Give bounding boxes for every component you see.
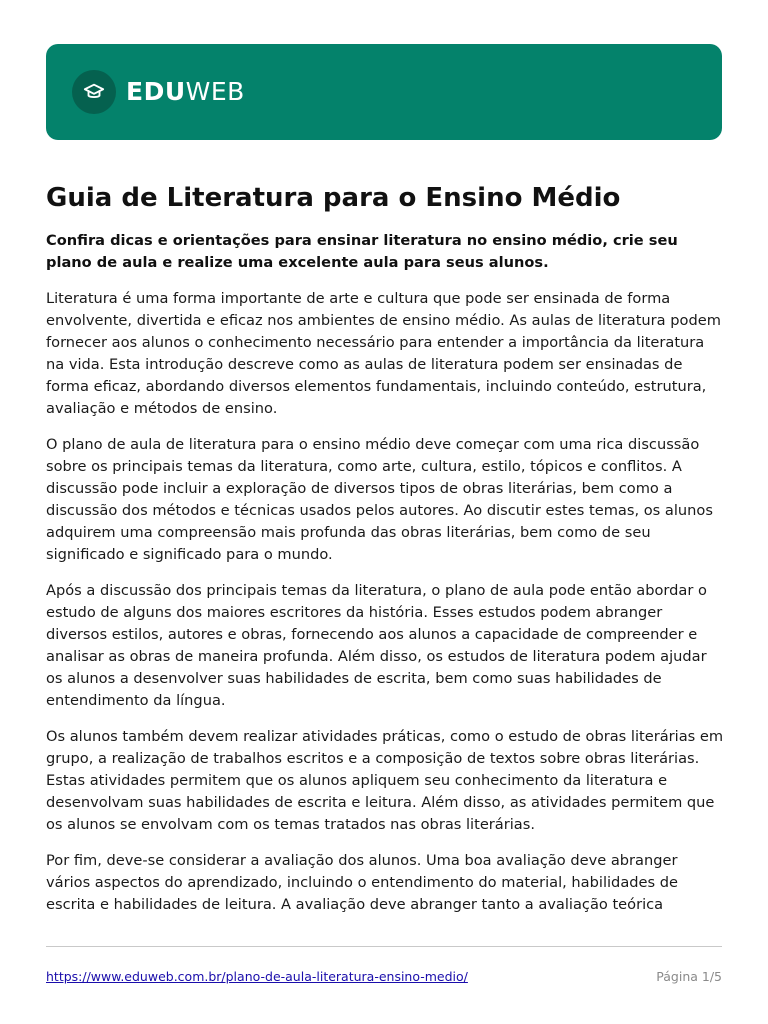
brand-name-bold: EDU <box>126 77 186 106</box>
brand-name-light: WEB <box>185 77 245 106</box>
brand-name <box>126 70 245 114</box>
paragraph-4: Os alunos também devem realizar atividades práticas, como o estudo de obras literárias em grupo, a realização de trabalhos escritos e a composição de textos sobre obras literárias. Estas atividades permitem que os alunos apliquem seu conhecimento da literatura e desenvolvam suas habilidades de escrita e leitura. Além disso, as atividades permitem que os alunos se envolvam com os temas tratados nas obras literárias. <box>46 728 724 833</box>
page-title: Guia de Literatura para o Ensino Médio <box>46 183 621 213</box>
eduweb-logo[interactable] <box>72 70 245 114</box>
paragraph-5: Por fim, deve-se considerar a avaliação dos alunos. Uma boa avaliação deve abranger vários aspectos do aprendizado, incluindo o entendimento do material, habilidades de escrita e habilidades de leitura. A avaliação deve abranger tanto a avaliação teórica <box>46 852 678 913</box>
article-subtitle: Confira dicas e orientações para ensinar literatura no ensino médio, crie seu plano de aula e realize uma excelente aula para seus alunos. <box>46 232 678 271</box>
page-number: Página 1/5 <box>656 969 722 984</box>
paragraph-3: Após a discussão dos principais temas da literatura, o plano de aula pode então abordar o estudo de alguns dos maiores escritores da história. Esses estudos podem abranger diversos estilos, autores e obras, fornecendo aos alunos a capacidade de compreender e analisar as obras de maneira profunda. Além disso, os estudos de literatura podem ajudar os alunos a desenvolver suas habilidades de escrita, bem como suas habilidades de entendimento da língua. <box>46 582 707 709</box>
article-body <box>46 178 726 916</box>
source-url-link[interactable]: https://www.eduweb.com.br/plano-de-aula-literatura-ensino-medio/ <box>46 969 468 984</box>
paragraph-1: Literatura é uma forma importante de arte e cultura que pode ser ensinada de forma envolvente, divertida e eficaz nos ambientes de ensino médio. As aulas de literatura podem fornecer aos alunos o conhecimento necessário para entender a importância da literatura na vida. Esta introdução descreve como as aulas de literatura podem ser ensinadas de forma eficaz, abordando diversos elementos fundamentais, incluindo conteúdo, estrutura, avaliação e métodos de ensino. <box>46 290 721 417</box>
footer-divider <box>46 946 722 947</box>
paragraph-2: O plano de aula de literatura para o ensino médio deve começar com uma rica discussão sobre os principais temas da literatura, como arte, cultura, estilo, tópicos e conflitos. A discussão pode incluir a exploração de diversos tipos de obras literárias, bem como a discussão dos métodos e técnicas usados pelos autores. Ao discutir estes temas, os alunos adquirem uma compreensão mais profunda das obras literárias, bem como de seu significado e significado para o mundo. <box>46 436 713 563</box>
graduation-cap-icon <box>72 70 116 114</box>
header-banner <box>46 44 722 140</box>
